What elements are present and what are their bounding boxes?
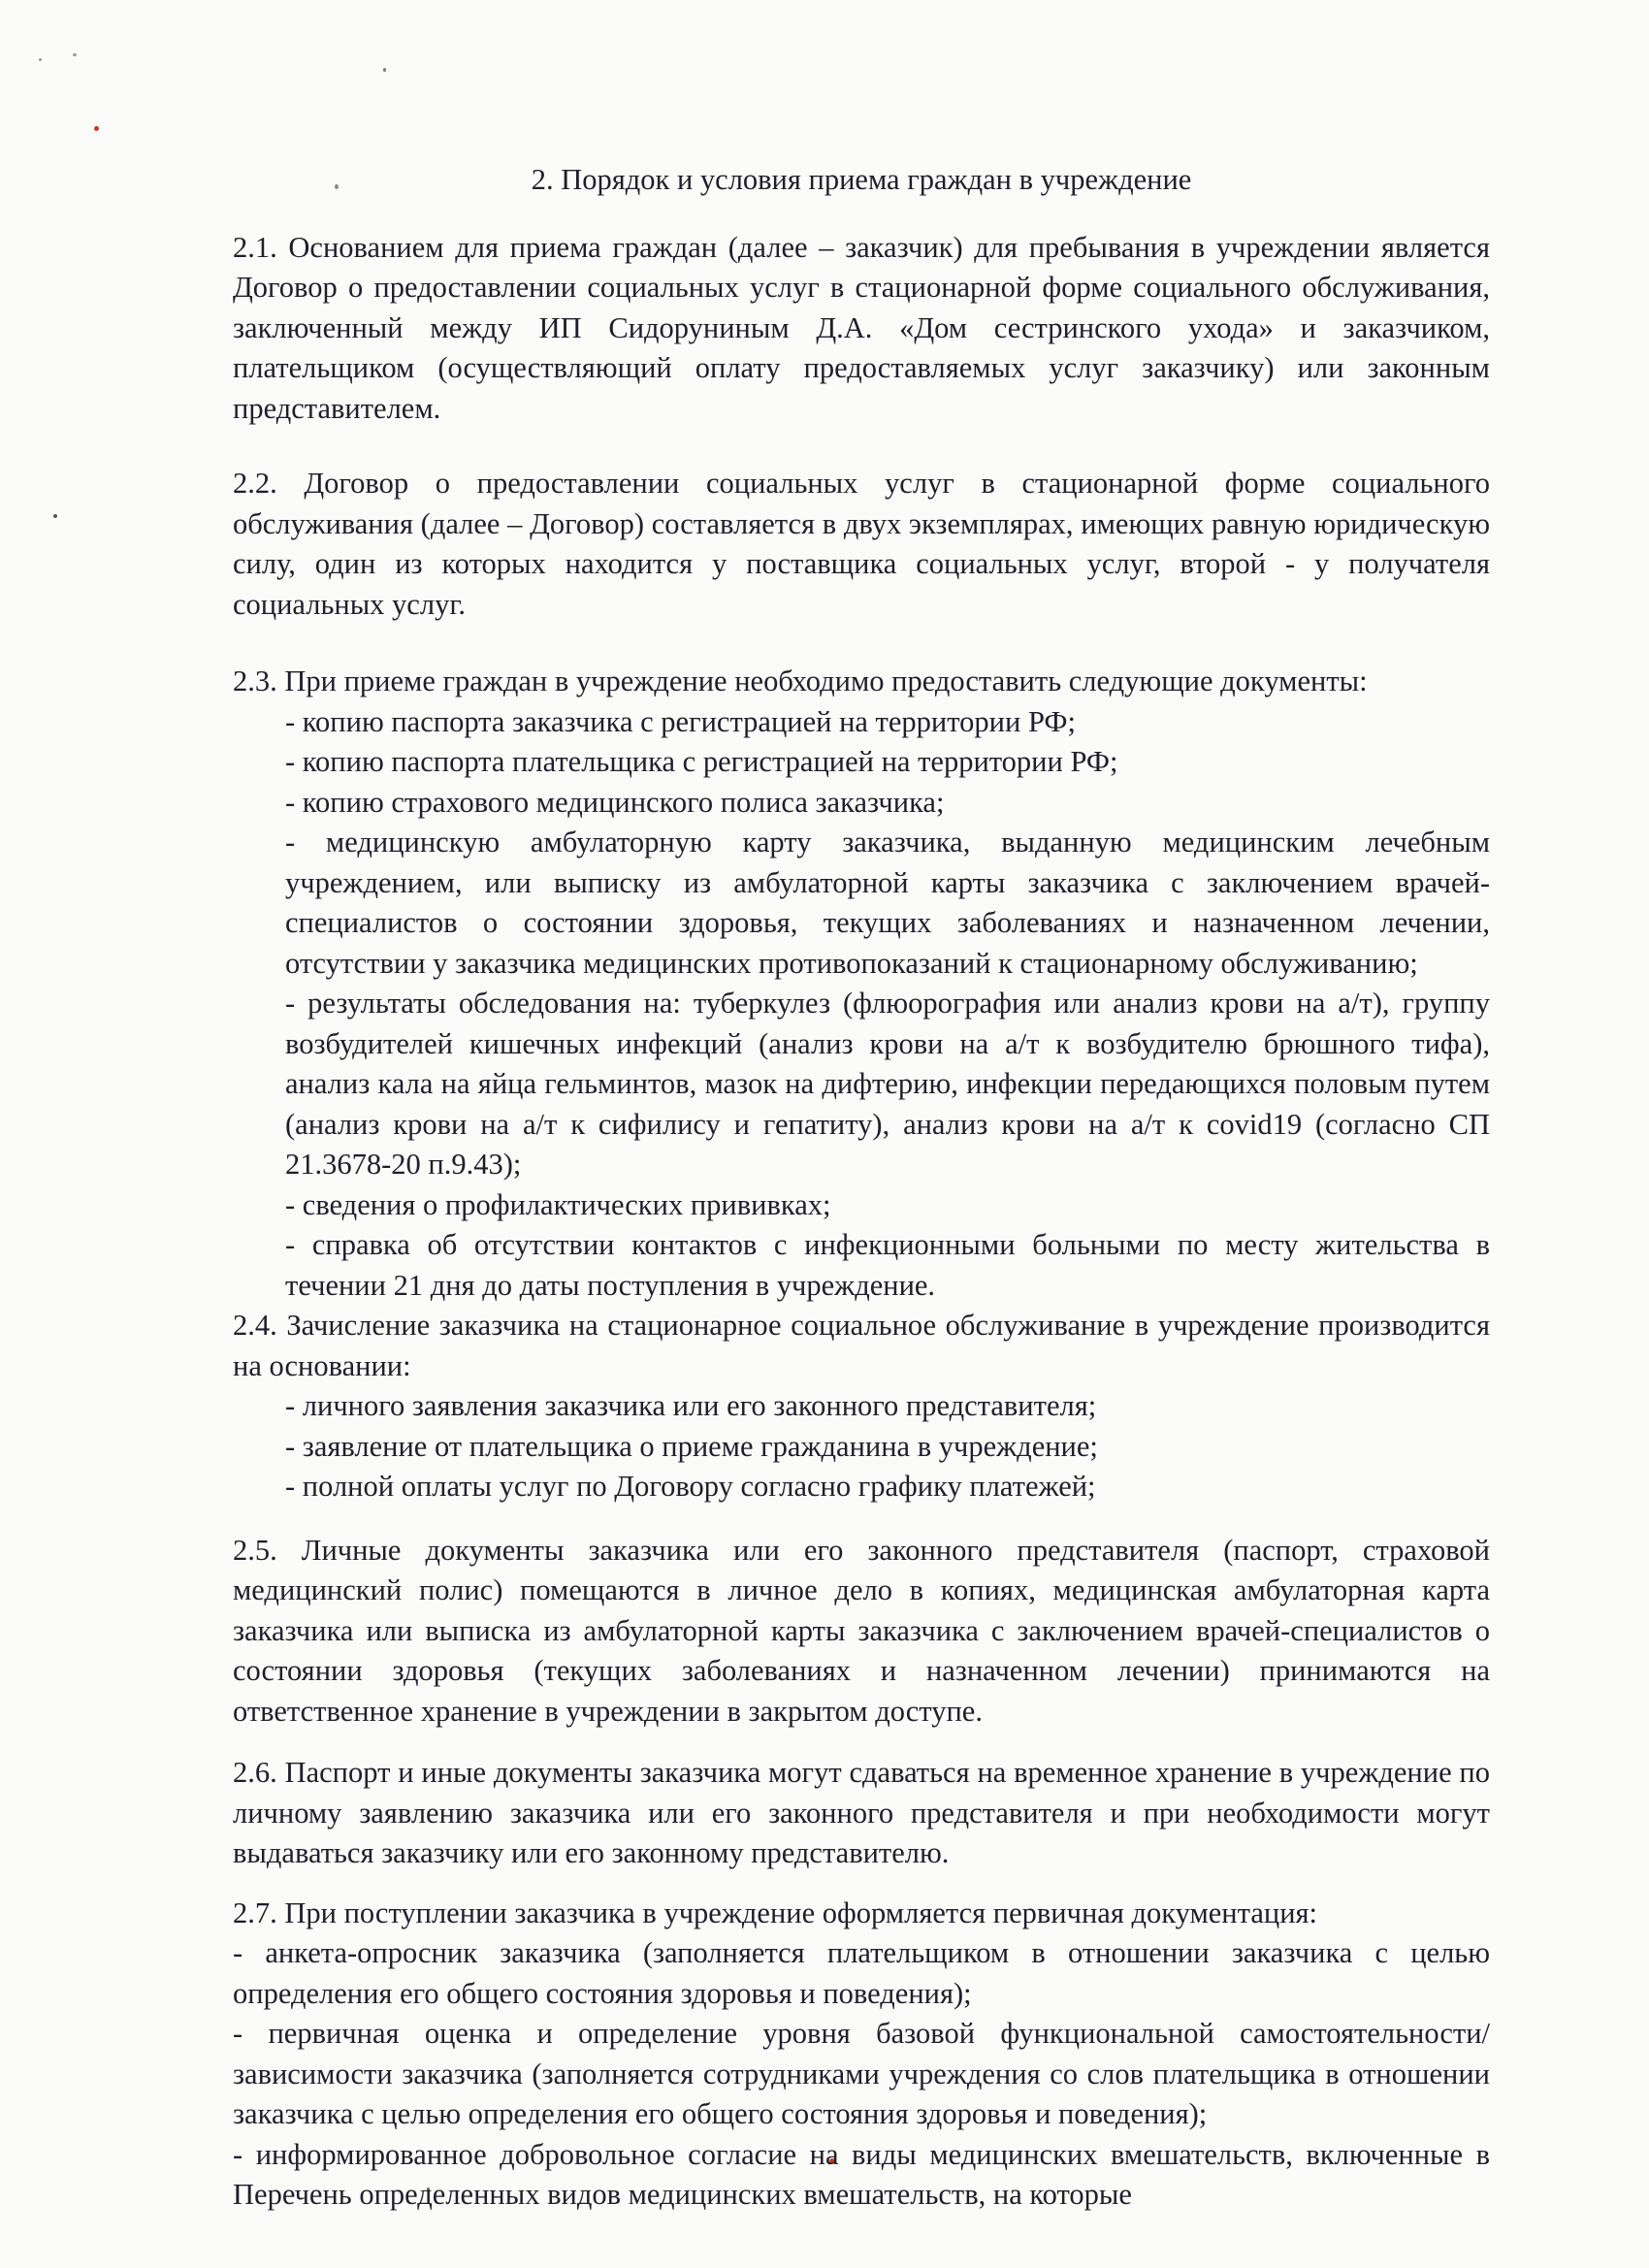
list-item: - результаты обследования на: туберкулез (флюорография или анализ крови на а/т), группу возбудителей кишечных инфекций (анализ крови на а/т к возбудителю брюшного тифа), анализ кала на яйца гельминтов, мазок на дифтерию, инфекции передающихся половым путем (анализ крови на а/т к сифилису и гепатиту), анализ крови на а/т к covid19 (согласно СП 21.3678-20 п.9.43); — [285, 987, 1490, 1181]
list-2-4 — [233, 1386, 1490, 1507]
scan-speck — [39, 58, 42, 61]
paragraph-2-7: 2.7. При поступлении заказчика в учреждение оформляется первичная документация: — [233, 1895, 1318, 1929]
list-item: - анкета-опросник заказчика (заполняется плательщиком в отношении заказчика с целью определения его общего состояния здоровья и поведения); — [233, 1936, 1490, 2010]
list-item: - информированное добровольное согласие на виды медицинских вмешательств, включенные в Перечень определенных видов медицинских вмешательств, на которые — [233, 2137, 1490, 2211]
list-item: - копию страхового медицинского полиса заказчика; — [285, 785, 945, 819]
scan-speck — [94, 126, 99, 131]
scan-speck — [383, 68, 386, 72]
paragraph-2-4: 2.4. Зачисление заказчика на стационарное социальное обслуживание в учреждение производится на основании: — [233, 1309, 1490, 1382]
list-item: - копию паспорта заказчика с регистрацией на территории РФ; — [285, 704, 1076, 738]
paragraph-2-5: 2.5. Личные документы заказчика или его законного представителя (паспорт, страховой медицинский полис) помещаются в личное дело в копиях, медицинская амбулаторная карта заказчика или выписка из амбулаторной карты заказчика с заключением врачей-специалистов о состоянии здоровья (текущих заболеваниях и назначенном лечении) принимаются на ответственное хранение в учреждении в закрытом доступе. — [233, 1533, 1490, 1728]
paragraph-2-2: 2.2. Договор о предоставлении социальных услуг в стационарной форме социального обслуживания (далее – Договор) составляется в двух экземплярах, имеющих равную юридическую силу, один из которых находится у поставщика социальных услуг, второй - у получателя социальных услуг. — [233, 467, 1490, 621]
list-2-7 — [233, 1933, 1490, 2216]
paragraph-2-6: 2.6. Паспорт и иные документы заказчика могут сдаваться на временное хранение в учреждение по личному заявлению заказчика или его законного представителя и при необходимости могут выдаваться заказчику или его законному представителю. — [233, 1756, 1490, 1869]
list-item: - сведения о профилактических прививках; — [285, 1187, 831, 1221]
list-item: - медицинскую амбулаторную карту заказчика, выданную медицинским лечебным учреждением, или выписку из амбулаторной карты заказчика с заключением врачей-специалистов о состоянии здоровья, текущих заболеваниях и назначенном лечении, отсутствии у заказчика медицинских противопоказаний к стационарному обслуживанию; — [285, 826, 1490, 980]
list-item: - первичная оценка и определение уровня базовой функциональной самостоятельности/зависимости заказчика (заполняется сотрудниками учреждения со слов плательщика в отношении заказчика с целью определения его общего состояния здоровья и поведения); — [233, 2017, 1490, 2130]
list-item: - копию паспорта плательщика с регистрацией на территории РФ; — [285, 745, 1118, 778]
list-item: - заявление от плательщика о приеме гражданина в учреждение; — [285, 1429, 1098, 1463]
paragraph-2-1: 2.1. Основанием для приема граждан (далее – заказчик) для пребывания в учреждении является Договор о предоставлении социальных услуг в стационарной форме социального обслуживания, заключенный между ИП Сидоруниным Д.А. «Дом сестринского ухода» и заказчиком, плательщиком (осуществляющий оплату предоставляемых услуг заказчику) или законным представителем. — [233, 230, 1490, 425]
list-item: - полной оплаты услуг по Договору согласно графику платежей; — [285, 1470, 1096, 1503]
scan-speck — [73, 53, 77, 56]
paragraph-2-3: 2.3. При приеме граждан в учреждение необходимо предоставить следующие документы: — [233, 664, 1368, 697]
document-page — [233, 160, 1490, 2216]
list-item: - личного заявления заказчика или его законного представителя; — [285, 1389, 1097, 1422]
list-2-3 — [233, 702, 1490, 1307]
section-title: 2. Порядок и условия приема граждан в учреждение — [531, 163, 1192, 196]
scan-speck — [53, 514, 57, 518]
list-item: - справка об отсутствии контактов с инфекционными больными по месту жительства в течении 21 дня до даты поступления в учреждение. — [285, 1228, 1490, 1302]
